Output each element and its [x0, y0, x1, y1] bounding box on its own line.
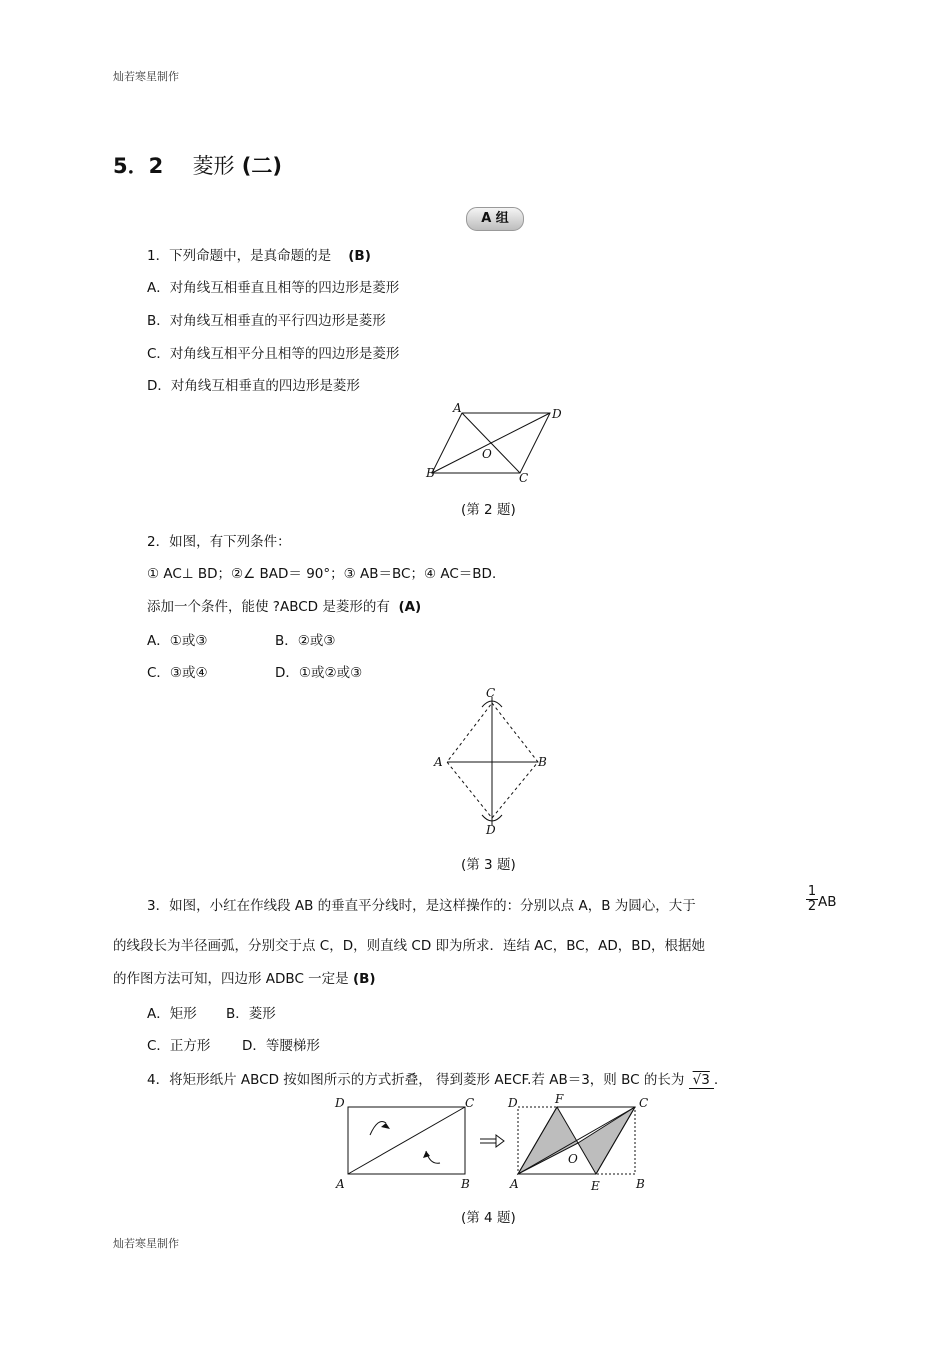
q1-answer: (B)	[348, 248, 371, 264]
q1-stem: 1．下列命题中，是真命题的是 (B)	[147, 248, 371, 264]
fig3-label-a: A	[434, 755, 443, 769]
figure-2-parallelogram	[420, 400, 570, 490]
section-number: 5．2	[113, 154, 164, 178]
q4-stem: 4．将矩形纸片 ABCD 按如图所示的方式折叠， 得到菱形 AECF.若 AB＝3，则 BC 的长为 √3 .	[147, 1072, 719, 1088]
fig4-right-label-c: C	[639, 1096, 649, 1110]
fig2-label-a: A	[453, 401, 462, 415]
q2-option-a: A．①或③	[147, 633, 208, 649]
figure-4-fold	[330, 1093, 660, 1193]
figure-2-caption: (第 2 题)	[461, 502, 516, 518]
fig4-right-label-b: B	[636, 1177, 645, 1191]
fig4-right-label-e: E	[591, 1179, 600, 1193]
fraction-denominator: 2	[807, 899, 817, 914]
fig2-label-c: C	[519, 471, 529, 485]
q3-frac-after: AB	[818, 894, 837, 910]
section-title	[113, 150, 282, 180]
page-footer: 灿若寒星制作	[113, 1237, 179, 1250]
fig4-left-label-b: B	[461, 1177, 470, 1191]
fig2-label-d: D	[552, 407, 562, 421]
section-subtitle: (二)	[241, 154, 282, 178]
figure-3-rhombus	[430, 685, 555, 840]
q2-stem: 2．如图，有下列条件：	[147, 534, 291, 550]
q4-answer-blank	[689, 1072, 714, 1089]
fig4-left-label-a: A	[336, 1177, 345, 1191]
q2-answer: (A)	[398, 599, 422, 615]
q3-line1: 3．如图，小红在作线段 AB 的垂直平分线时，是这样操作的：分别以点 A，B 为圆心，大于	[147, 898, 696, 914]
q1-option-a: A．对角线互相垂直且相等的四边形是菱形	[147, 280, 400, 296]
q1-option-b: B．对角线互相垂直的平行四边形是菱形	[147, 313, 386, 329]
q2-option-b: B．②或③	[275, 633, 336, 649]
fig3-label-d: D	[486, 823, 496, 837]
fig4-right-label-d: D	[508, 1096, 518, 1110]
fig3-label-c: C	[486, 686, 496, 700]
fig2-label-o: O	[482, 447, 492, 461]
group-badge: A 组	[466, 207, 524, 231]
q1-option-c: C．对角线互相平分且相等的四边形是菱形	[147, 346, 400, 362]
q2-conditions: ① AC⊥ BD；②∠ BAD＝ 90°；③ AB＝BC；④ AC＝BD．	[147, 566, 506, 582]
q2-line3: 添加一个条件，能使 ?ABCD 是菱形的有 (A)	[147, 599, 422, 615]
fig4-right-label-a: A	[510, 1177, 519, 1191]
fraction-numerator: 1	[807, 884, 817, 899]
q2-option-d: D．①或②或③	[275, 665, 363, 681]
q2-option-c: C．③或④	[147, 665, 208, 681]
page-header: 灿若寒星制作	[113, 70, 179, 83]
fig4-left-label-d: D	[335, 1096, 345, 1110]
q3-option-b: B．菱形	[226, 1006, 276, 1022]
q3-option-d: D．等腰梯形	[242, 1038, 320, 1054]
q4-answer: √3	[692, 1072, 710, 1088]
fig2-label-b: B	[426, 466, 435, 480]
q3-line3: 的作图方法可知，四边形 ADBC 一定是 (B)	[113, 971, 376, 987]
fig4-right-label-o: O	[568, 1152, 578, 1166]
q3-option-c: C．正方形	[147, 1038, 211, 1054]
fig3-label-b: B	[538, 755, 547, 769]
section-name: 菱形	[192, 154, 235, 178]
fig4-left-label-c: C	[465, 1096, 475, 1110]
fraction-one-half	[806, 885, 818, 914]
figure-3-caption: (第 3 题)	[461, 857, 516, 873]
q3-option-a: A．矩形	[147, 1006, 197, 1022]
fold-arrow-icon	[480, 1135, 504, 1147]
figure-4-caption: (第 4 题)	[461, 1210, 516, 1226]
q3-line2: 的线段长为半径画弧，分别交于点 C，D，则直线 CD 即为所求．连结 AC，BC，AD，BD，根据她	[113, 938, 705, 954]
fig4-right-label-f: F	[555, 1092, 564, 1106]
q1-option-d: D．对角线互相垂直的四边形是菱形	[147, 378, 360, 394]
q3-answer: (B)	[352, 971, 376, 987]
